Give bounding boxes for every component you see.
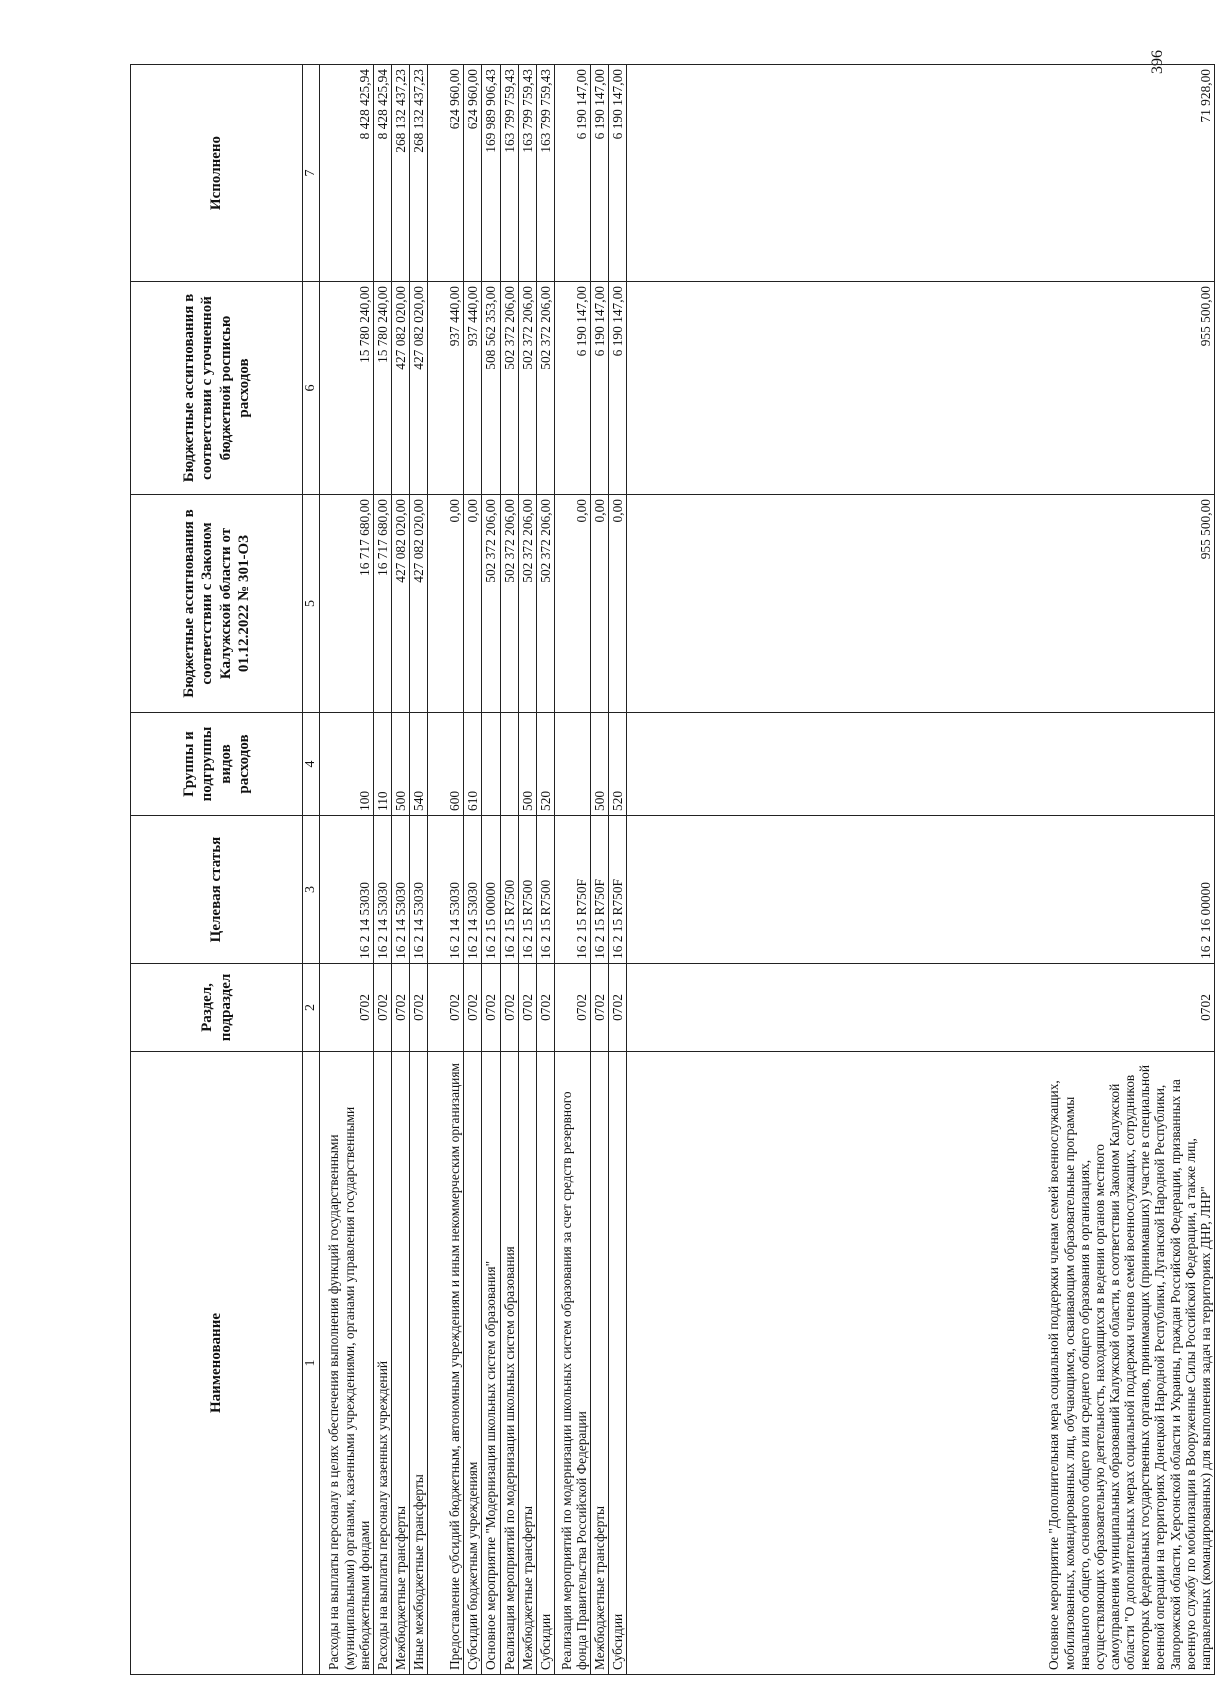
row-executed: 169 989 906,43 (482, 65, 500, 282)
row-expense-group: 110 (373, 713, 391, 816)
row-target-article: 16 2 16 00000 (627, 816, 1215, 964)
header-expense-group: Группы и подгруппы видов расходов (131, 713, 303, 816)
table-row (627, 65, 1215, 1675)
header-section: Раздел, подраздел (131, 964, 303, 1052)
row-expense-group (627, 713, 1215, 816)
row-executed: 624 960,00 (464, 65, 482, 282)
column-number: 1 (303, 1052, 320, 1675)
row-expense-group: 600 (428, 713, 464, 816)
table-row (518, 65, 536, 1675)
row-target-article: 16 2 14 53030 (410, 816, 428, 964)
row-expense-group (554, 713, 590, 816)
row-name: Межбюджетные трансферты (391, 1052, 409, 1675)
table-row (590, 65, 608, 1675)
row-executed: 268 132 437,23 (410, 65, 428, 282)
row-name: Субсидии (536, 1052, 554, 1675)
row-section: 0702 (319, 964, 373, 1052)
row-name: Межбюджетные трансферты (518, 1052, 536, 1675)
row-executed: 8 428 425,94 (373, 65, 391, 282)
row-expense-group (482, 713, 500, 816)
row-expense-group: 100 (319, 713, 373, 816)
row-section: 0702 (627, 964, 1215, 1052)
row-law-allocation: 0,00 (554, 495, 590, 713)
row-executed: 71 928,00 (627, 65, 1215, 282)
row-law-allocation: 0,00 (464, 495, 482, 713)
row-target-article: 16 2 15 R7500 (518, 816, 536, 964)
row-refined-allocation: 427 082 020,00 (410, 282, 428, 495)
row-refined-allocation: 427 082 020,00 (391, 282, 409, 495)
row-name: Расходы на выплаты персоналу в целях обеспечения выполнения функций государственными (муниципальными) органами, казенными учреждениями, органами управления государственными внебюджетными фондами (319, 1052, 373, 1675)
row-name: Основное мероприятие "Модернизация школьных систем образования" (482, 1052, 500, 1675)
row-target-article: 16 2 15 R7500 (500, 816, 518, 964)
row-law-allocation: 955 500,00 (627, 495, 1215, 713)
table-row (554, 65, 590, 1675)
row-refined-allocation: 937 440,00 (464, 282, 482, 495)
row-expense-group: 520 (609, 713, 627, 816)
row-law-allocation: 16 717 680,00 (373, 495, 391, 713)
column-number: 6 (303, 282, 320, 495)
row-target-article: 16 2 15 R750F (554, 816, 590, 964)
row-law-allocation: 427 082 020,00 (410, 495, 428, 713)
row-name: Субсидии бюджетным учреждениям (464, 1052, 482, 1675)
row-name: Реализация мероприятий по модернизации школьных систем образования за счет средств резервного фонда Правительства Российской Федерации (554, 1052, 590, 1675)
row-name: Субсидии (609, 1052, 627, 1675)
budget-table-sheet (130, 65, 1215, 1675)
row-expense-group: 520 (536, 713, 554, 816)
table-row (536, 65, 554, 1675)
header-refined-allocation: Бюджетные ассигнования в соответствии с уточненной бюджетной росписью расходов (131, 282, 303, 495)
row-name: Межбюджетные трансферты (590, 1052, 608, 1675)
row-refined-allocation: 15 780 240,00 (373, 282, 391, 495)
budget-table (130, 64, 1215, 1675)
row-target-article: 16 2 14 53030 (391, 816, 409, 964)
row-section: 0702 (500, 964, 518, 1052)
row-expense-group: 610 (464, 713, 482, 816)
row-expense-group (500, 713, 518, 816)
row-law-allocation: 0,00 (428, 495, 464, 713)
row-target-article: 16 2 15 R750F (609, 816, 627, 964)
row-expense-group: 500 (391, 713, 409, 816)
table-row (319, 65, 373, 1675)
row-name: Иные межбюджетные трансферты (410, 1052, 428, 1675)
row-law-allocation: 427 082 020,00 (391, 495, 409, 713)
row-target-article: 16 2 15 00000 (482, 816, 500, 964)
row-executed: 624 960,00 (428, 65, 464, 282)
row-refined-allocation: 6 190 147,00 (554, 282, 590, 495)
row-section: 0702 (410, 964, 428, 1052)
column-number: 2 (303, 964, 320, 1052)
row-section: 0702 (590, 964, 608, 1052)
row-executed: 163 799 759,43 (518, 65, 536, 282)
table-row (373, 65, 391, 1675)
row-refined-allocation: 6 190 147,00 (590, 282, 608, 495)
header-name: Наименование (131, 1052, 303, 1675)
column-number: 3 (303, 816, 320, 964)
row-section: 0702 (428, 964, 464, 1052)
table-row (428, 65, 464, 1675)
row-target-article: 16 2 14 53030 (464, 816, 482, 964)
row-section: 0702 (482, 964, 500, 1052)
row-name: Реализация мероприятий по модернизации школьных систем образования (500, 1052, 518, 1675)
table-row (410, 65, 428, 1675)
row-executed: 6 190 147,00 (590, 65, 608, 282)
row-executed: 163 799 759,43 (536, 65, 554, 282)
table-row (391, 65, 409, 1675)
row-section: 0702 (464, 964, 482, 1052)
row-name: Расходы на выплаты персоналу казенных учреждений (373, 1052, 391, 1675)
row-law-allocation: 16 717 680,00 (319, 495, 373, 713)
row-executed: 8 428 425,94 (319, 65, 373, 282)
row-name: Предоставление субсидий бюджетным, автономным учреждениям и иным некоммерческим организациям (428, 1052, 464, 1675)
row-target-article: 16 2 15 R7500 (536, 816, 554, 964)
header-row (131, 65, 303, 1675)
column-number: 7 (303, 65, 320, 282)
column-number: 5 (303, 495, 320, 713)
row-target-article: 16 2 15 R750F (590, 816, 608, 964)
row-section: 0702 (554, 964, 590, 1052)
row-law-allocation: 502 372 206,00 (536, 495, 554, 713)
column-number-row (303, 65, 320, 1675)
row-executed: 163 799 759,43 (500, 65, 518, 282)
column-number: 4 (303, 713, 320, 816)
row-section: 0702 (536, 964, 554, 1052)
row-target-article: 16 2 14 53030 (319, 816, 373, 964)
row-executed: 6 190 147,00 (609, 65, 627, 282)
row-target-article: 16 2 14 53030 (428, 816, 464, 964)
row-refined-allocation: 502 372 206,00 (500, 282, 518, 495)
table-row (500, 65, 518, 1675)
row-section: 0702 (609, 964, 627, 1052)
row-refined-allocation: 937 440,00 (428, 282, 464, 495)
row-refined-allocation: 502 372 206,00 (518, 282, 536, 495)
row-executed: 268 132 437,23 (391, 65, 409, 282)
page-number: 396 (1149, 50, 1166, 74)
row-section: 0702 (391, 964, 409, 1052)
header-law-allocation: Бюджетные ассигнования в соответствии с Законом Калужской области от 01.12.2022 № 301-ОЗ (131, 495, 303, 713)
table-row (482, 65, 500, 1675)
row-section: 0702 (518, 964, 536, 1052)
header-target-article: Целевая статья (131, 816, 303, 964)
table-row (609, 65, 627, 1675)
row-law-allocation: 0,00 (609, 495, 627, 713)
row-target-article: 16 2 14 53030 (373, 816, 391, 964)
row-name: Основное мероприятие "Дополнительная мера социальной поддержки членам семей военнослужащих, мобилизованных, командированных лиц, обучающимся, осваивающим образовательные программы начального общего, основного общего или среднего общего образования в организациях, осуществляющих образовательную деятельность, находящихся в ведении органов местного самоуправления муниципальных образований Калужской области, в соответствии Законом Калужской области "О дополнительных мерах социальной поддержки членов семей военнослужащих, сотрудников некоторых федеральных государственных органов, принимающих (принимавших) участие в специальной военной операции на территориях Донецкой Народной Республики, Луганской Народной Республики, Запорожской области, Херсонской области и Украины, граждан Российской Федерации, призванных на военную службу по мобилизации в Вооруженные Силы Российской Федерации, а также лиц, направленных (командированных) для выполнения задач на территориях ДНР, ЛНР" (627, 1052, 1215, 1675)
row-refined-allocation: 15 780 240,00 (319, 282, 373, 495)
row-section: 0702 (373, 964, 391, 1052)
row-law-allocation: 502 372 206,00 (482, 495, 500, 713)
row-law-allocation: 502 372 206,00 (500, 495, 518, 713)
row-expense-group: 540 (410, 713, 428, 816)
row-refined-allocation: 6 190 147,00 (609, 282, 627, 495)
row-refined-allocation: 955 500,00 (627, 282, 1215, 495)
row-expense-group: 500 (590, 713, 608, 816)
row-refined-allocation: 502 372 206,00 (536, 282, 554, 495)
row-refined-allocation: 508 562 353,00 (482, 282, 500, 495)
row-law-allocation: 502 372 206,00 (518, 495, 536, 713)
table-row (464, 65, 482, 1675)
row-expense-group: 500 (518, 713, 536, 816)
row-law-allocation: 0,00 (590, 495, 608, 713)
header-executed: Исполнено (131, 65, 303, 282)
row-executed: 6 190 147,00 (554, 65, 590, 282)
